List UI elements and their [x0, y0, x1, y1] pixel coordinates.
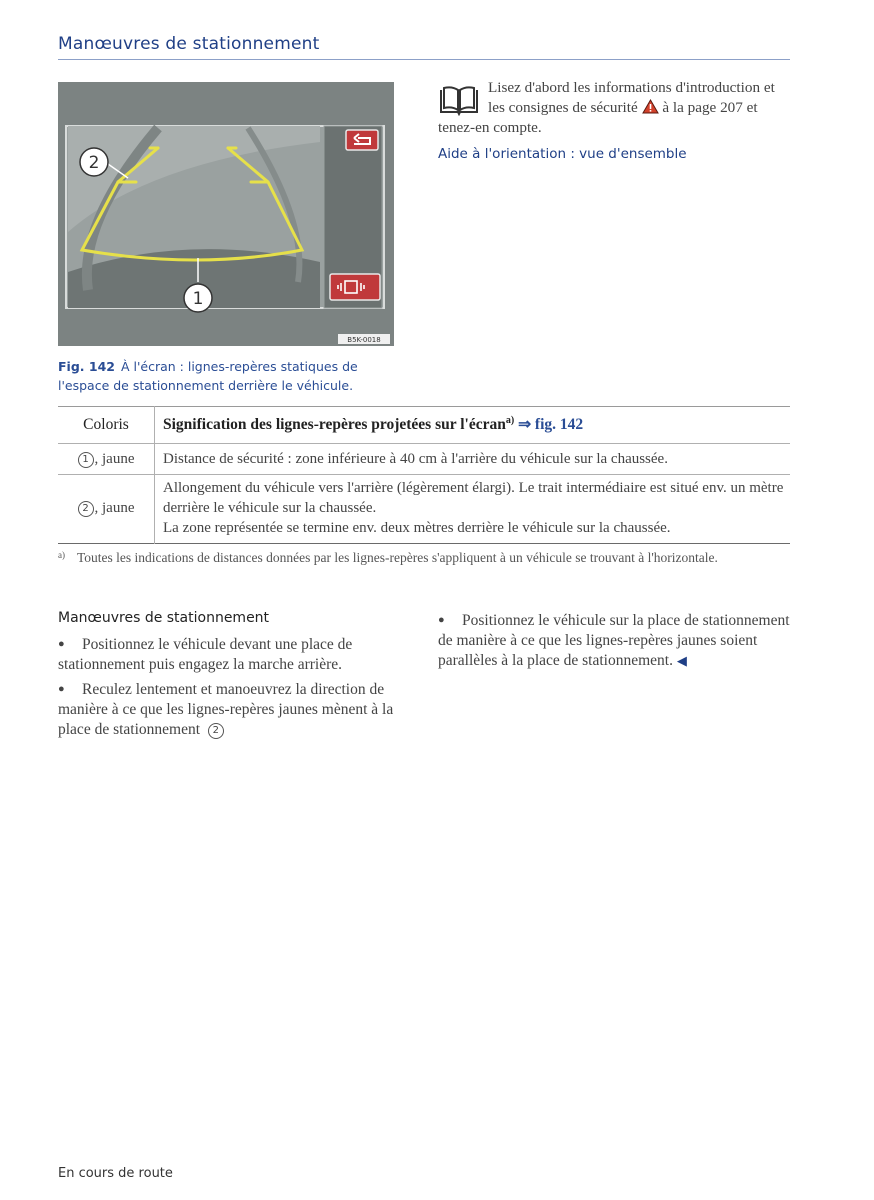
section-title: Manœuvres de stationnement [58, 34, 320, 54]
callout-2-label: 2 [88, 153, 100, 173]
table-cell-color [58, 475, 155, 544]
footnote-ref: a) [505, 415, 515, 427]
table-header-color: Coloris [58, 407, 155, 444]
end-of-section-icon: ◀ [676, 653, 687, 668]
table-cell-meaning: Distance de sécurité : zone inférieure à 40 cm à l'arrière du véhicule sur la chaussée. [155, 444, 791, 475]
table-row [58, 475, 790, 544]
table-row [58, 444, 790, 475]
step-text: Positionnez le véhicule devant une place de stationnement puis engagez la marche arrière. [58, 636, 353, 673]
intro-text-start: Lisez d'abord les informations d'introduction et les consignes de sécurité [488, 79, 775, 116]
book-icon [438, 84, 480, 116]
page-footer: En cours de route [58, 1166, 173, 1181]
table-cell-meaning [155, 475, 791, 544]
intro-paragraph [438, 78, 790, 138]
warning-icon [642, 99, 659, 114]
guide-lines-table [58, 406, 790, 544]
title-rule [58, 59, 790, 60]
procedure-step [438, 610, 790, 671]
bullet-icon: ● [58, 683, 65, 695]
color-label: , jaune [94, 500, 135, 516]
callout-1-label: 1 [192, 289, 204, 309]
table-header-meaning-text: Signification des lignes-repères projetées sur l'écran [163, 416, 506, 434]
bullet-icon: ● [58, 638, 65, 650]
figure-caption-text: À l'écran : lignes-repères statiques de l'espace de stationnement derrière le véhicule. [58, 359, 358, 393]
footnote [58, 546, 790, 567]
figure-caption [58, 357, 403, 395]
bullet-icon: ● [438, 614, 445, 626]
orientation-heading: Aide à l'orientation : vue d'ensemble [438, 146, 687, 162]
procedure-heading: Manœuvres de stationnement [58, 610, 270, 626]
footnote-mark: a) [58, 550, 65, 560]
intro-text-end: à la page 207 et tenez-en compte. [438, 99, 758, 136]
figure-ref-link[interactable]: ⇒ fig. 142 [518, 416, 584, 434]
step-text: Reculez lentement et manoeuvrez la direction de manière à ce que les lignes-repères jaunes mènent à la place de stationnement [58, 681, 394, 738]
procedure-step [58, 679, 408, 740]
meaning-line: Allongement du véhicule vers l'arrière (légèrement élargi). Le trait intermédiaire est situé env. un mètre derrière le véhicule sur la chaussée. [163, 480, 784, 516]
footnote-text: Toutes les indications de distances données par les lignes-repères s'appliquent à un véhicule se trouvant à l'horizontale. [77, 550, 718, 565]
back-button [346, 130, 378, 150]
step-ref-2: 2 [208, 723, 224, 739]
procedure-left-column [58, 610, 408, 744]
table-cell-color [58, 444, 155, 475]
rear-camera-screen [58, 82, 394, 346]
step-text: Positionnez le véhicule sur la place de stationnement de manière à ce que les lignes-repères jaunes soient parallèles à la place de stationnement. [438, 612, 790, 669]
color-label: , jaune [94, 450, 135, 467]
marker-1: 1 [78, 452, 94, 468]
figure-number: Fig. 142 [58, 359, 115, 374]
procedure-right-column [438, 610, 790, 675]
marker-2: 2 [78, 501, 94, 517]
image-code: B5K-0018 [347, 336, 381, 344]
table-header-meaning [155, 407, 791, 444]
rear-camera-figure [58, 82, 394, 346]
meaning-line: La zone représentée se termine env. deux mètres derrière le véhicule sur la chaussée. [163, 520, 671, 536]
table-header-row [58, 407, 790, 444]
procedure-step [58, 634, 408, 675]
